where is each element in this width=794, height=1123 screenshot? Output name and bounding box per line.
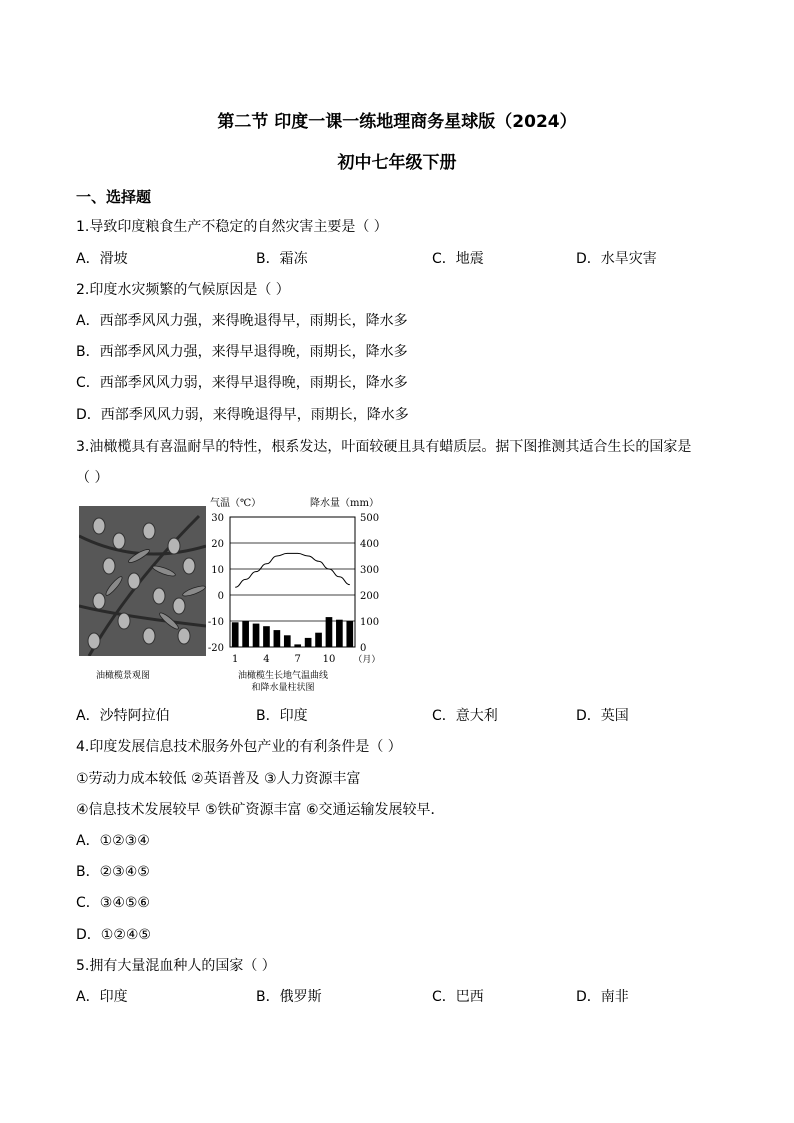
temperature-curve <box>235 553 350 587</box>
q2-option-b: B．西部季风风力强，来得早退得晚，雨期长，降水多 <box>76 344 408 360</box>
question-4-stem: 4.印度发展信息技术服务外包产业的有利条件是（ ） <box>76 739 402 755</box>
q4-option-a: A．①②③④ <box>76 833 150 849</box>
precipitation-bar <box>346 621 353 647</box>
q5-option-b: B．俄罗斯 <box>256 989 322 1005</box>
q1-option-b: B．霜冻 <box>256 251 308 267</box>
section-heading: 一、选择题 <box>76 188 152 206</box>
temperature-tick-label: 10 <box>211 565 224 576</box>
q5-option-d: D．南非 <box>576 989 629 1005</box>
question-1-stem: 1.导致印度粮食生产不稳定的自然灾害主要是（ ） <box>76 219 388 235</box>
page-subtitle: 初中七年级下册 <box>337 153 457 173</box>
precipitation-bar <box>242 621 249 647</box>
precipitation-bar <box>274 630 281 647</box>
precipitation-bar <box>284 635 291 647</box>
precipitation-bar <box>315 633 322 647</box>
month-unit-label: （月） <box>353 655 381 665</box>
q2-option-a: A．西部季风风力强，来得晚退得早，雨期长，降水多 <box>76 313 408 329</box>
precipitation-bar <box>263 626 270 647</box>
precipitation-tick-label: 300 <box>360 565 380 576</box>
temperature-tick-label: 20 <box>211 539 224 550</box>
question-3-figure <box>76 497 396 697</box>
temperature-tick-label: 30 <box>211 513 224 524</box>
q5-option-a: A．印度 <box>76 989 128 1005</box>
q1-option-d: D．水旱灾害 <box>576 251 657 267</box>
month-tick-label: 4 <box>263 654 270 665</box>
temperature-tick-label: -10 <box>207 617 224 628</box>
month-tick-label: 10 <box>322 654 336 665</box>
q3-option-d: D．英国 <box>576 708 629 724</box>
question-3-stem-cont: （ ） <box>76 470 109 486</box>
question-3-stem: 3.油橄榄具有喜温耐旱的特性，根系发达，叶面较硬且具有蜡质层。据下图推测其适合生长的国家是 <box>76 439 692 455</box>
precipitation-bar <box>294 644 301 647</box>
chart-caption-2: 和降水量柱状图 <box>251 683 315 693</box>
q2-option-d: D．西部季风风力弱，来得晚退得早，雨期长，降水多 <box>76 407 409 423</box>
right-axis-label: 降水量（mm） <box>310 498 379 509</box>
photo-caption: 油橄榄景观图 <box>96 671 151 681</box>
q4-option-d: D．①②④⑤ <box>76 927 151 943</box>
q1-option-a: A．滑坡 <box>76 251 128 267</box>
precipitation-tick-label: 500 <box>360 513 380 524</box>
precipitation-bar <box>232 622 239 647</box>
precipitation-bar <box>305 638 312 647</box>
month-tick-label: 7 <box>294 654 301 665</box>
question-2-stem: 2.印度水灾频繁的气候原因是（ ） <box>76 282 290 298</box>
q5-option-c: C．巴西 <box>432 989 484 1005</box>
temperature-tick-label: -20 <box>207 643 224 654</box>
q3-option-c: C．意大利 <box>432 708 498 724</box>
precipitation-tick-label: 0 <box>360 643 367 654</box>
precipitation-bar <box>253 624 260 647</box>
chart-caption-1: 油橄榄生长地气温曲线 <box>237 671 328 681</box>
temperature-tick-label: 0 <box>217 591 224 602</box>
question-5-stem: 5.拥有大量混血种人的国家（ ） <box>76 958 276 974</box>
q4-option-b: B．②③④⑤ <box>76 864 150 880</box>
q3-option-b: B．印度 <box>256 708 308 724</box>
page-title: 第二节 印度一课一练地理商务星球版（2024） <box>217 112 577 132</box>
climate-chart <box>76 497 396 697</box>
q3-option-a: A．沙特阿拉伯 <box>76 708 170 724</box>
q4-option-c: C．③④⑤⑥ <box>76 895 150 911</box>
q4-conditions-1: ①劳动力成本较低 ②英语普及 ③人力资源丰富 <box>76 771 361 787</box>
q2-option-c: C．西部季风风力弱，来得早退得晚，雨期长，降水多 <box>76 375 408 391</box>
q4-conditions-2: ④信息技术发展较早 ⑤铁矿资源丰富 ⑥交通运输发展较早． <box>76 802 445 818</box>
precipitation-tick-label: 100 <box>360 617 380 628</box>
q1-option-c: C．地震 <box>432 251 484 267</box>
precipitation-bar <box>336 620 343 647</box>
month-tick-label: 1 <box>232 654 239 665</box>
precipitation-tick-label: 400 <box>360 539 380 550</box>
precipitation-bar <box>326 617 333 647</box>
precipitation-tick-label: 200 <box>360 591 380 602</box>
left-axis-label: 气温（℃） <box>210 498 262 509</box>
